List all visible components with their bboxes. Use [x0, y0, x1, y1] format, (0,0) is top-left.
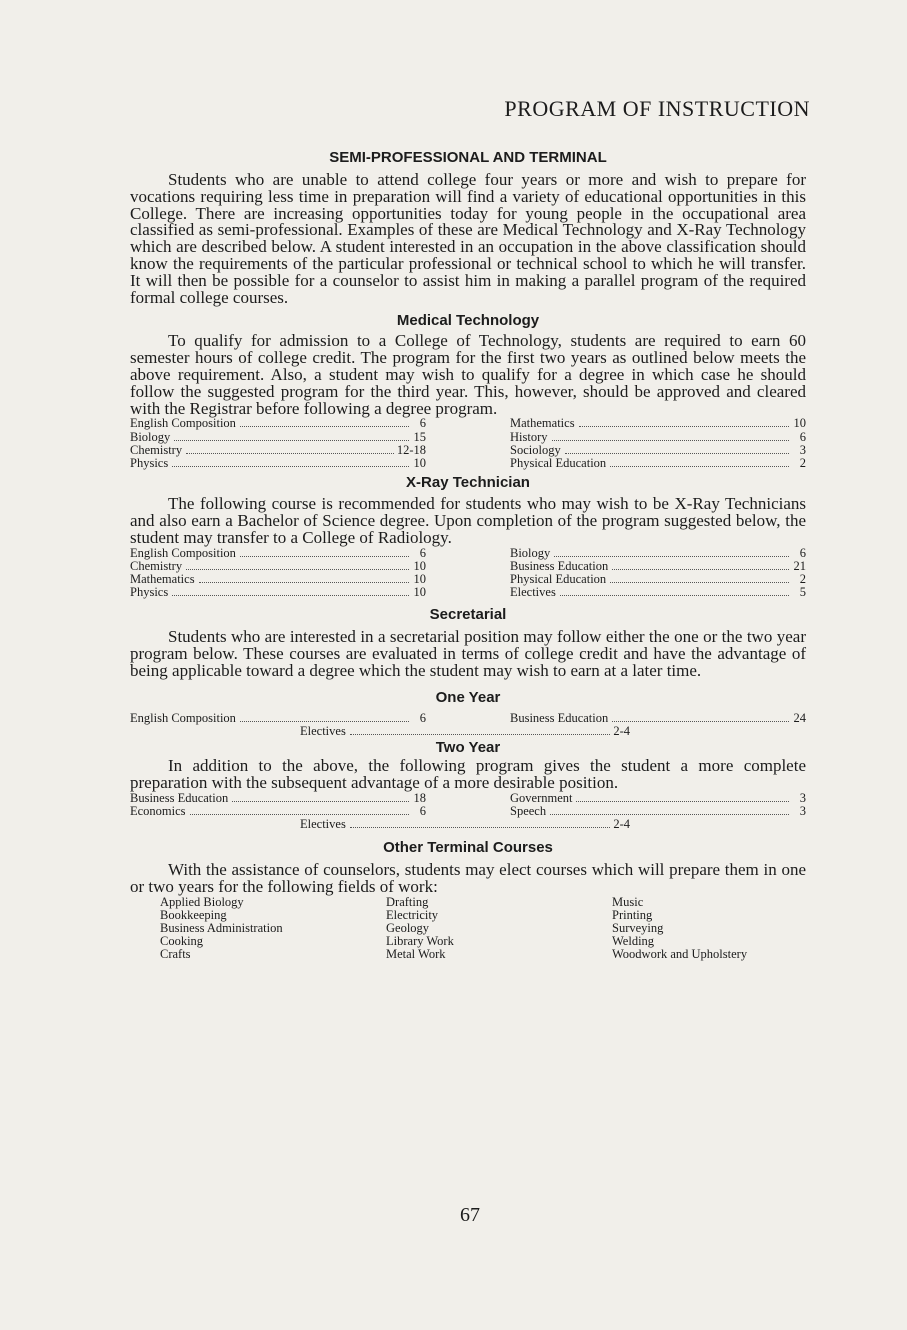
- page-content: [130, 146, 806, 961]
- dot-leader: [172, 595, 409, 596]
- course-name: Electives: [510, 585, 556, 600]
- course-column-left: [130, 417, 426, 470]
- dot-leader: [350, 734, 611, 735]
- field-of-work-item: Crafts: [160, 946, 191, 961]
- dot-leader: [190, 814, 409, 815]
- course-name: Mathematics: [510, 416, 575, 431]
- dot-leader: [552, 440, 790, 441]
- course-name: Chemistry: [130, 558, 183, 573]
- page-number: 67: [460, 1204, 480, 1226]
- course-hours: 6: [419, 710, 426, 725]
- course-row: [130, 431, 426, 444]
- dot-leader: [240, 556, 409, 557]
- paragraph-secretarial: Students who are interested in a secretarial position may follow either the one or the two year program below. These courses are evaluated in terms of college credit and have the advantage of being applicable toward a degree which the student may wish to earn at a later time.: [130, 627, 806, 680]
- field-of-work-item: Surveying: [612, 920, 664, 935]
- course-hours: 6: [799, 429, 806, 444]
- course-row: [130, 805, 426, 818]
- field-of-work-item: Business Administration: [160, 920, 283, 935]
- dot-leader: [612, 721, 789, 722]
- course-column-left: [130, 792, 426, 818]
- course-name: Economics: [130, 803, 186, 818]
- course-hours: 6: [419, 545, 426, 560]
- course-list-x-ray-technician: [130, 547, 806, 600]
- course-row: [130, 444, 426, 457]
- course-row: [130, 586, 426, 599]
- course-row: [130, 457, 426, 470]
- fields-column-1: [160, 896, 386, 961]
- dot-leader: [172, 466, 409, 467]
- course-list-medical-technology: [130, 417, 806, 470]
- course-column-right: [510, 417, 806, 470]
- electives-row-two-year: [130, 818, 806, 831]
- course-name: Physics: [130, 455, 169, 470]
- course-hours: 2: [799, 571, 806, 586]
- course-hours: 3: [799, 803, 806, 818]
- course-name: Electives: [300, 723, 346, 738]
- course-hours: 3: [799, 790, 806, 805]
- dot-leader: [199, 582, 409, 583]
- field-of-work-item: Geology: [386, 920, 430, 935]
- course-row: [510, 457, 806, 470]
- course-name: Physical Education: [510, 571, 607, 586]
- course-name: Electives: [300, 817, 346, 832]
- course-row: [130, 560, 426, 573]
- course-column-right: [510, 792, 806, 818]
- field-of-work-item: Bookkeeping: [160, 907, 227, 922]
- course-hours: 10: [793, 416, 806, 431]
- field-of-work-item: Music: [612, 894, 644, 909]
- running-header: PROGRAM OF INSTRUCTION: [504, 96, 810, 121]
- course-hours: 10: [413, 455, 426, 470]
- course-name: History: [510, 429, 548, 444]
- course-list-one-year: [130, 712, 806, 725]
- course-hours: 12-18: [396, 442, 426, 457]
- field-of-work-item: Library Work: [386, 933, 454, 948]
- course-name: Chemistry: [130, 442, 183, 457]
- section-title-x-ray-technician: X-Ray Technician: [406, 474, 530, 492]
- course-hours: 2-4: [613, 817, 630, 832]
- course-row: [130, 547, 426, 560]
- dot-leader: [240, 426, 409, 427]
- course-hours: 24: [793, 710, 806, 725]
- dot-leader: [186, 569, 409, 570]
- course-hours: 2-4: [613, 723, 630, 738]
- paragraph-two-year: In addition to the above, the following program gives the student a more complete preparation with the subsequent advantage of a more desirable position.: [130, 756, 806, 792]
- field-of-work-item: Cooking: [160, 933, 204, 948]
- course-hours: 10: [413, 558, 426, 573]
- course-hours: 21: [793, 558, 806, 573]
- course-row: [510, 431, 806, 444]
- course-name: Government: [510, 790, 573, 805]
- course-hours: 6: [799, 545, 806, 560]
- field-of-work-item: Welding: [612, 933, 655, 948]
- dot-leader: [350, 827, 611, 828]
- section-title-other-terminal-courses: Other Terminal Courses: [383, 839, 553, 857]
- course-column-electives: [300, 725, 630, 738]
- field-of-work-item: Woodwork and Upholstery: [612, 946, 748, 961]
- course-name: Physical Education: [510, 455, 607, 470]
- dot-leader: [232, 801, 409, 802]
- dot-leader: [612, 569, 789, 570]
- dot-leader: [186, 453, 394, 454]
- paragraph-x-ray-technician: The following course is recommended for students who may wish to be X-Ray Technicians and also earn a Bachelor of Science degree. Upon completion of the program suggested below, the student may transfer to a College of Radiology.: [130, 494, 806, 547]
- course-name: English Composition: [130, 545, 236, 560]
- fields-column-3: [612, 896, 747, 961]
- course-row: [510, 444, 806, 457]
- course-name: Business Education: [130, 790, 229, 805]
- dot-leader: [576, 801, 789, 802]
- course-row: [510, 712, 806, 725]
- course-hours: 15: [413, 429, 426, 444]
- course-list-two-year: [130, 792, 806, 818]
- dot-leader: [579, 426, 789, 427]
- course-row: [510, 560, 806, 573]
- course-name: Business Education: [510, 558, 609, 573]
- paragraph-other-terminal-courses: With the assistance of counselors, students may elect courses which will prepare them in one or two years for the following fields of work:: [130, 860, 806, 897]
- course-row: [130, 712, 426, 725]
- course-hours: 6: [419, 416, 426, 431]
- course-row: [130, 573, 426, 586]
- course-row: [510, 547, 806, 560]
- course-column-left: [130, 547, 426, 600]
- dot-leader: [174, 440, 409, 441]
- course-hours: 2: [799, 455, 806, 470]
- course-row: [510, 792, 806, 805]
- course-column-left: [130, 712, 426, 725]
- course-name: English Composition: [130, 416, 236, 431]
- fields-of-work-list: [130, 896, 806, 961]
- course-hours: 5: [799, 585, 806, 600]
- course-row: [300, 818, 630, 831]
- course-hours: 3: [799, 442, 806, 457]
- course-row: [130, 417, 426, 430]
- course-name: Sociology: [510, 442, 561, 457]
- course-column-right: [510, 712, 806, 725]
- dot-leader: [565, 453, 789, 454]
- course-row: [510, 417, 806, 430]
- course-name: English Composition: [130, 710, 236, 725]
- course-name: Speech: [510, 803, 547, 818]
- course-hours: 10: [413, 571, 426, 586]
- dot-leader: [554, 556, 789, 557]
- paragraph-semi-professional: Students who are unable to attend college four years or more and wish to prepare for vocations requiring less time in preparation will find a variety of educational opportunities in this College. There are increasing opportunities today for young people in the occupational area classified as semi-professional. Examples of these are Medical Technology and X-Ray Technology which are described below. A student interested in an occupation in the above classification should know the requirements of the particular professional or technical school to which he will transfer. It will then be possible for a counselor to assist him in making a parallel program of the required formal college courses.: [130, 170, 806, 307]
- electives-row-one-year: [130, 725, 806, 738]
- dot-leader: [610, 466, 789, 467]
- dot-leader: [610, 582, 789, 583]
- subsection-title-two-year: Two Year: [435, 739, 501, 757]
- course-hours: 6: [419, 803, 426, 818]
- course-name: Mathematics: [130, 571, 195, 586]
- course-row: [510, 805, 806, 818]
- fields-column-2: [386, 896, 612, 961]
- section-title-medical-technology: Medical Technology: [396, 312, 540, 330]
- dot-leader: [560, 595, 789, 596]
- course-row: [510, 586, 806, 599]
- course-name: Biology: [130, 429, 171, 444]
- field-of-work-item: Electricity: [386, 907, 439, 922]
- field-of-work-item: Drafting: [386, 894, 429, 909]
- course-row: [300, 725, 630, 738]
- subsection-title-one-year: One Year: [435, 688, 501, 706]
- paragraph-medical-technology: To qualify for admission to a College of Technology, students are required to earn 60 semester hours of college credit. The program for the first two years as outlined below meets the above requirement. Also, a student may wish to qualify for a degree in which case he should follow the suggested program for the third year. This, however, should be approved and cleared with the Registrar before following a degree program.: [130, 331, 806, 418]
- course-column-electives: [300, 818, 630, 831]
- field-of-work-item: Printing: [612, 907, 653, 922]
- course-hours: 18: [413, 790, 426, 805]
- field-of-work-item: Applied Biology: [160, 894, 244, 909]
- course-name: Business Education: [510, 710, 609, 725]
- course-name: Physics: [130, 585, 169, 600]
- section-title-secretarial: Secretarial: [429, 606, 507, 624]
- course-hours: 10: [413, 585, 426, 600]
- section-title-semi-professional: SEMI-PROFESSIONAL AND TERMINAL: [329, 149, 607, 166]
- dot-leader: [240, 721, 409, 722]
- course-column-right: [510, 547, 806, 600]
- course-name: Biology: [510, 545, 551, 560]
- field-of-work-item: Metal Work: [386, 946, 446, 961]
- dot-leader: [550, 814, 789, 815]
- course-row: [130, 792, 426, 805]
